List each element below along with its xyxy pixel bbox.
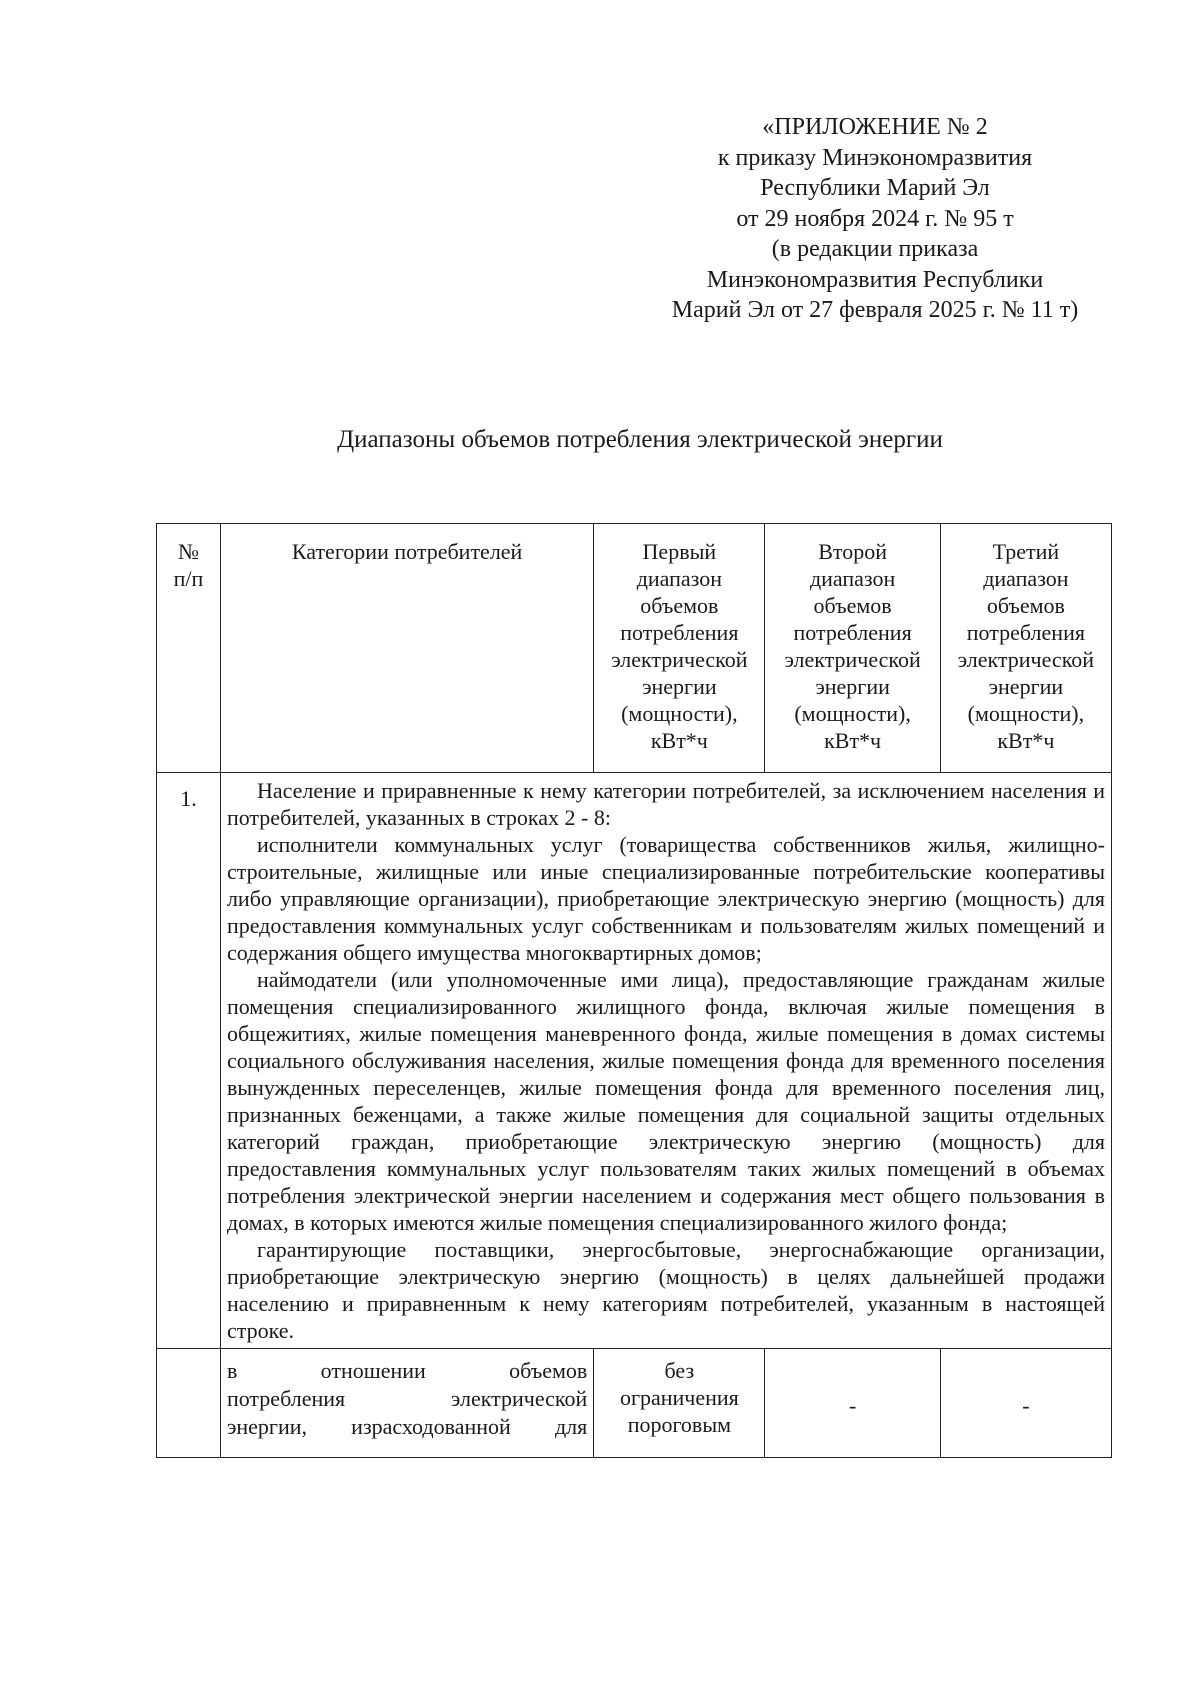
table-row [157,773,1112,1349]
table-row [157,1349,1112,1458]
category-paragraph: наймодатели (или уполномоченные ими лица), предоставляющие гражданам жилые помещения специализированного жилищного фонда, включая жилые помещения в общежитиях, жилые помещения маневренного фонда, жилые помещения в домах системы социального обслуживания населения, жилые помещения фонда для временного поселения вынужденных переселенцев, жилые помещения фонда для временного поселения лиц, признанных беженцами, а также жилые помещения для социальной защиты отдельных категорий граждан, приобретающие электрическую энергию (мощность) для предоставления коммунальных услуг пользователям таких жилых помещений в объемах потребления электрической энергии населением и содержания мест общего пользования в домах, в которых имеются жилые помещения специализированного жилого фонда; [226,967,1105,1235]
header-second-range-line: Второй [818,539,887,564]
header-line: (в редакции приказа [771,236,979,262]
header-third-range-line: электрической [957,647,1095,672]
category-paragraph: Население и приравненные к нему категории потребителей, за исключением населения и потребителей, указанных в строках 2 - 8: [226,778,1105,830]
sub-row-first-range-line: без [664,1358,695,1383]
header-line: Республики Марий Эл [760,175,990,201]
header-third-range-cell [940,524,1111,773]
header-third-range-line: энергии [988,674,1064,699]
header-first-range-line: потребления [620,620,739,645]
header-line: Марий Эл от 27 февраля 2025 г. № 11 т) [671,297,1079,323]
header-second-range-line: объемов [813,593,892,618]
header-second-range-line: диапазон [809,566,896,591]
header-first-range-line: объемов [640,593,719,618]
header-number-line: п/п [173,566,204,591]
header-third-range-line: диапазон [983,566,1069,591]
header-first-range-line: электрической [611,647,748,672]
header-second-range-line: (мощности), [794,701,911,726]
document-title: Диапазоны объемов потребления электрической энергии [337,426,943,453]
header-number-cell [157,524,221,773]
header-first-range-line: энергии [642,674,717,699]
header-first-range-line: диапазон [636,566,723,591]
header-third-range-line: потребления [966,620,1085,645]
header-number-line: № [177,539,199,564]
header-second-range-line: электрической [784,647,921,672]
sub-row-third-range-cell: - [940,1349,1111,1458]
row-category-description [220,773,1111,1349]
header-second-range-line: энергии [815,674,890,699]
header-third-range-line: Третий [992,539,1060,564]
header-line: Минэкономразвития Республики [706,266,1044,293]
sub-row-category-line: в отношении объемов [226,1358,588,1383]
header-second-range-line: потребления [793,620,912,645]
sub-row-first-range-line: ограничения [619,1385,739,1410]
header-line: к приказу Минэкономразвития [717,144,1033,171]
header-second-range-line: кВт*ч [824,728,882,753]
header-first-range-line: кВт*ч [650,728,708,753]
header-category-cell: Категории потребителей [220,524,593,773]
header-second-range-cell [765,524,940,773]
header-third-range-line: объемов [986,593,1065,618]
header-first-range-line: Первый [642,539,717,564]
header-third-range-line: кВт*ч [997,728,1055,753]
sub-row-category-line: энергии, израсходованной для [226,1414,588,1439]
sub-row-number-cell [157,1349,221,1458]
consumption-ranges-table [156,523,1112,1458]
sub-row-first-range-cell [594,1349,765,1458]
category-paragraph: гарантирующие поставщики, энергосбытовые, энергоснабжающие организации, приобретающие электрическую энергию (мощность) в целях дальнейшей продажи населению и приравненным к нему категориям потребителей, указанным в настоящей строке. [226,1237,1105,1343]
header-third-range-line: (мощности), [967,701,1085,726]
sub-row-first-range-line: пороговым [627,1412,732,1437]
category-paragraph: исполнители коммунальных услуг (товарищества собственников жилья, жилищно-строительные, жилищные или иные специализированные потребительские кооперативы либо управляющие организации), приобретающие электрическую энергию (мощность) для предоставления коммунальных услуг собственникам и пользователям жилых помещений и содержания общего имущества многоквартирных домов; [226,832,1105,965]
header-line: «ПРИЛОЖЕНИЕ № 2 [762,114,988,140]
header-first-range-line: (мощности), [621,701,738,726]
sub-row-second-range-cell: - [765,1349,940,1458]
sub-row-category-line: потребления электрической [226,1386,588,1411]
row-number-cell: 1. [157,773,221,1349]
table-header-row [157,524,1112,773]
sub-row-category-cell [220,1349,593,1458]
appendix-header [640,112,1110,326]
header-first-range-cell [594,524,765,773]
header-line: от 29 ноября 2024 г. № 95 т [736,205,1014,232]
